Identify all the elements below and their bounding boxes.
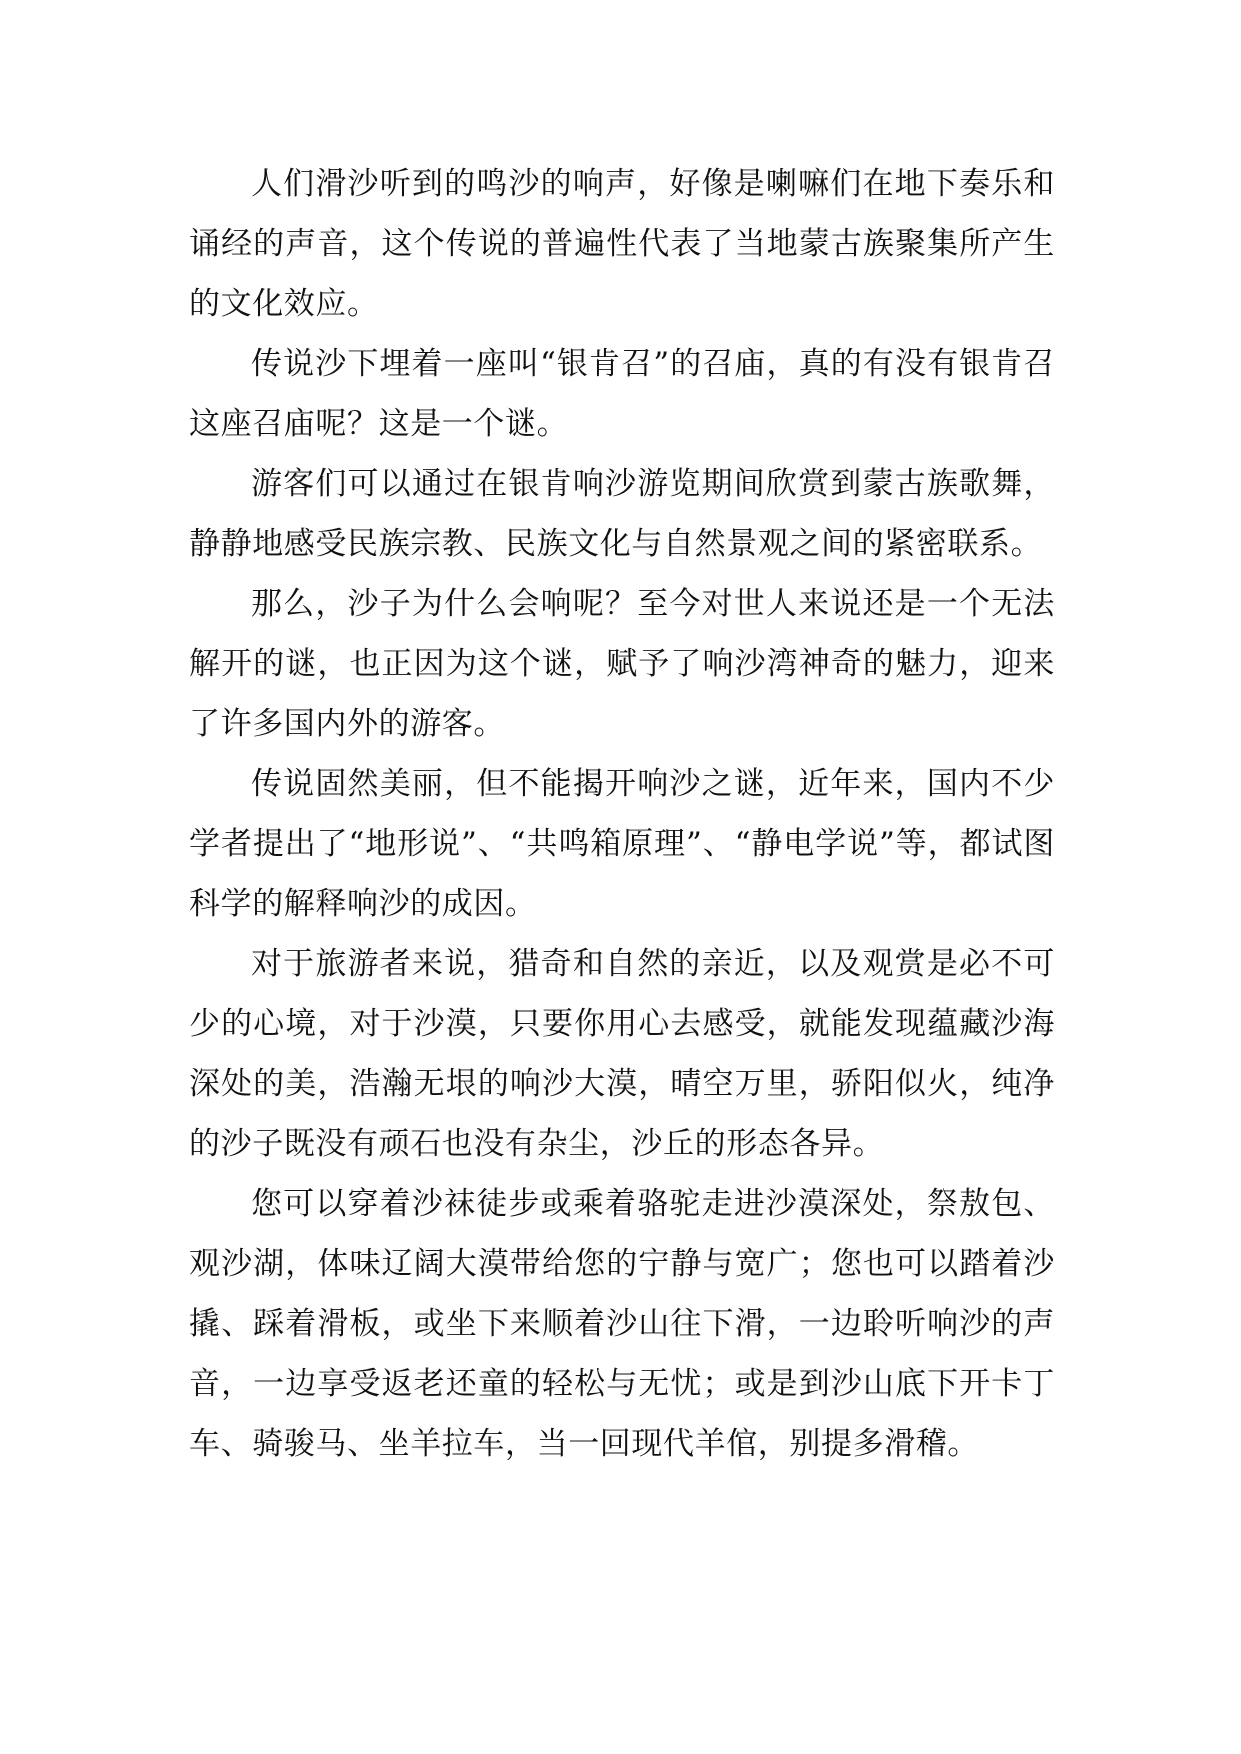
paragraph-3: 游客们可以通过在银肯响沙游览期间欣赏到蒙古族歌舞，静静地感受民族宗教、民族文化与自然景观之间的紧密联系。 (189, 466, 1055, 562)
paragraph-4: 那么，沙子为什么会响呢？至今对世人来说还是一个无法解开的谜，也正因为这个谜，赋予了响沙湾神奇的魅力，迎来了许多国内外的游客。 (189, 586, 1055, 742)
paragraph-7: 您可以穿着沙袜徒步或乘着骆驼走进沙漠深处，祭敖包、观沙湖，体味辽阔大漠带给您的宁静与宽广；您也可以踏着沙撬、踩着滑板，或坐下来顺着沙山往下滑，一边聆听响沙的声音，一边享受返老还童的轻松与无忧；或是到沙山底下开卡丁车、骑骏马、坐羊拉车，当一回现代羊倌，别提多滑稽。 (189, 1186, 1055, 1462)
paragraph-1: 人们滑沙听到的鸣沙的响声，好像是喇嘛们在地下奏乐和诵经的声音，这个传说的普遍性代表了当地蒙古族聚集所产生的文化效应。 (189, 166, 1055, 322)
paragraph-5: 传说固然美丽，但不能揭开响沙之谜，近年来，国内不少学者提出了“地形说”、“共鸣箱原理”、“静电学说”等，都试图科学的解释响沙的成因。 (189, 766, 1055, 922)
paragraph-2: 传说沙下埋着一座叫“银肯召”的召庙，真的有没有银肯召这座召庙呢？这是一个谜。 (189, 346, 1055, 442)
paragraph-6: 对于旅游者来说，猎奇和自然的亲近，以及观赏是必不可少的心境，对于沙漠，只要你用心去感受，就能发现蕴藏沙海深处的美，浩瀚无垠的响沙大漠，晴空万里，骄阳似火，纯净的沙子既没有顽石也没有杂尘，沙丘的形态各异。 (189, 946, 1055, 1162)
document-body (189, 154, 1055, 1474)
